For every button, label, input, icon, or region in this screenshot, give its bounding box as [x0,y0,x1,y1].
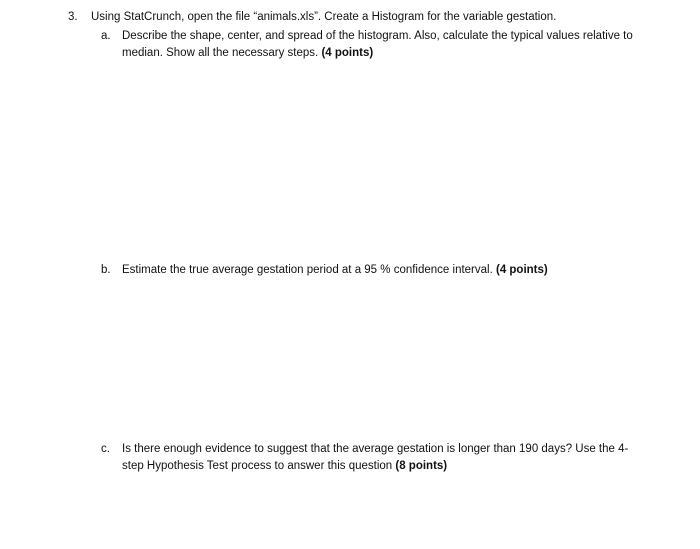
part-c-points: (8 points) [395,460,448,472]
part-a-body: Describe the shape, center, and spread of the histogram. Also, calculate the typical values relative to median. Show all the necessary steps. [122,30,633,59]
part-b-label: b. [101,264,111,276]
part-c-label: c. [101,443,110,455]
part-a-text [122,28,642,62]
part-a-label: a. [101,30,111,42]
question-number: 3. [68,11,78,23]
part-c-body: Is there enough evidence to suggest that the average gestation is longer than 190 days? Use the 4-step Hypothesis Test process to answer this question [122,443,629,472]
question-text: Using StatCrunch, open the file “animals.xls”. Create a Histogram for the variable gestation. [91,11,557,23]
part-c-text [122,441,642,475]
part-a-points: (4 points) [321,47,374,59]
part-b-points: (4 points) [495,264,548,276]
part-b-body: Estimate the true average gestation period at a 95 % confidence interval. [122,264,493,276]
part-b-text [122,262,642,279]
